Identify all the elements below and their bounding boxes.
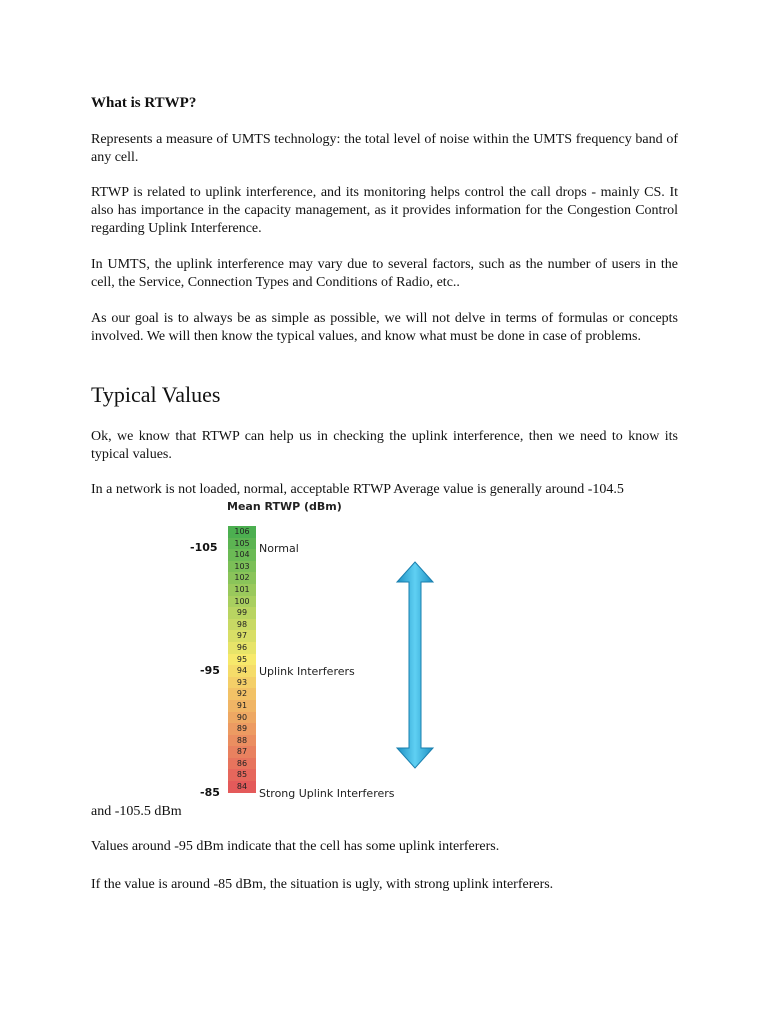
scale-cell: 94 [228, 665, 256, 677]
scale-cell: 106 [228, 526, 256, 538]
scale-cell: 92 [228, 688, 256, 700]
scale-cell: 90 [228, 712, 256, 724]
heading-typical-values: Typical Values [91, 382, 221, 407]
rtwp-color-scale [228, 526, 256, 793]
paragraph-8: Values around -95 dBm indicate that the cell has some uplink interferers. [91, 839, 500, 854]
scale-cell: 84 [228, 781, 256, 793]
scale-cell: 85 [228, 769, 256, 781]
scale-cell: 93 [228, 677, 256, 689]
scale-cell: 89 [228, 723, 256, 735]
marker-label-uplink-interferers: Uplink Interferers [259, 665, 355, 678]
paragraph-9: If the value is around -85 dBm, the situation is ugly, with strong uplink interferers. [91, 877, 554, 892]
scale-cell: 101 [228, 584, 256, 596]
scale-cell: 102 [228, 572, 256, 584]
heading-what-is-rtwp: What is RTWP? [91, 95, 197, 111]
paragraph-4: As our goal is to always be as simple as possible, we will not delve in terms of formulas or concepts involved. We will then know the typical values, and know what must be done in case of problems. [91, 311, 678, 344]
scale-cell: 98 [228, 619, 256, 631]
scale-cell: 87 [228, 746, 256, 758]
paragraph-1: Represents a measure of UMTS technology: the total level of noise within the UMTS frequency band of any cell. [91, 132, 678, 165]
paragraph-7: and -105.5 dBm [91, 804, 182, 819]
scale-cell: 104 [228, 549, 256, 561]
marker-label-strong-uplink-interferers: Strong Uplink Interferers [259, 787, 395, 800]
scale-cell: 96 [228, 642, 256, 654]
rtwp-scale-figure [180, 500, 480, 810]
scale-cell: 88 [228, 735, 256, 747]
scale-cell: 86 [228, 758, 256, 770]
paragraph-6: In a network is not loaded, normal, acceptable RTWP Average value is generally around -104.5 [91, 482, 624, 497]
scale-cell: 91 [228, 700, 256, 712]
marker-value-85: -85 [200, 786, 220, 799]
paragraph-3: In UMTS, the uplink interference may vary due to several factors, such as the number of users in the cell, the Service, Connection Types and Conditions of Radio, etc.. [91, 257, 678, 290]
scale-cell: 99 [228, 607, 256, 619]
marker-value-95: -95 [200, 664, 220, 677]
scale-cell: 97 [228, 630, 256, 642]
scale-cell: 103 [228, 561, 256, 573]
double-arrow-icon [395, 560, 435, 770]
marker-value-105: -105 [190, 541, 218, 554]
marker-label-normal: Normal [259, 542, 299, 555]
paragraph-2: RTWP is related to uplink interference, and its monitoring helps control the call drops - mainly CS. It also has importance in the capacity management, as it provides information for the Congestion Control regarding Uplink Interference. [91, 185, 678, 236]
scale-cell: 100 [228, 596, 256, 608]
figure-title: Mean RTWP (dBm) [227, 500, 342, 513]
scale-cell: 95 [228, 654, 256, 666]
paragraph-5: Ok, we know that RTWP can help us in checking the uplink interference, then we need to know its typical values. [91, 429, 678, 462]
scale-cell: 105 [228, 538, 256, 550]
